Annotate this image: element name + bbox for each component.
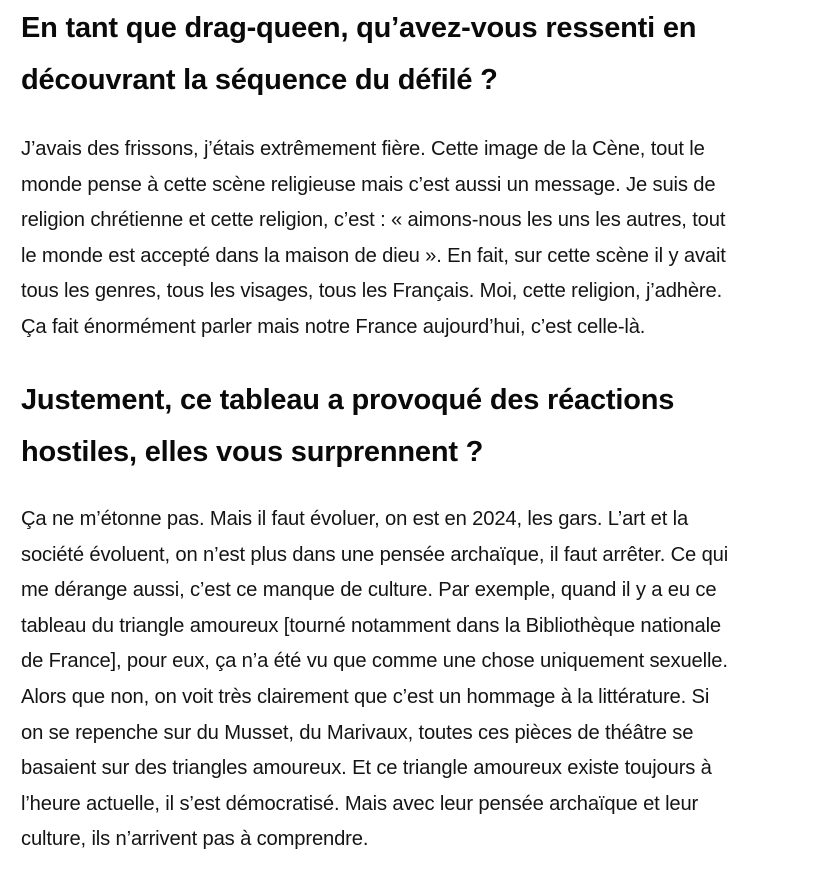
paragraph-line: de France], pour eux, ça n’a été vu que comme une chose uniquement sexuelle. <box>21 650 728 673</box>
paragraph-line: monde pense à cette scène religieuse mais c’est aussi un message. Je suis de <box>21 173 716 196</box>
paragraph-line: J’avais des frissons, j’étais extrêmement fière. Cette image de la Cène, tout le <box>21 138 705 160</box>
question-heading-2 <box>21 374 674 478</box>
paragraph-line: l’heure actuelle, il s’est démocratisé. Mais avec leur pensée archaïque et leur <box>21 792 699 815</box>
paragraph-line: tableau du triangle amoureux [tourné notamment dans la Bibliothèque nationale <box>21 614 721 637</box>
paragraph-line: on se repenche sur du Musset, du Marivaux, toutes ces pièces de théâtre se <box>21 721 694 744</box>
question-heading-1 <box>21 2 696 106</box>
heading-line: hostiles, elles vous surprennent ? <box>21 436 484 468</box>
paragraph-line: religion chrétienne et cette religion, c’est : « aimons-nous les uns les autres, tout <box>21 209 726 232</box>
paragraph-line: me dérange aussi, c’est ce manque de culture. Par exemple, quand il y a eu ce <box>21 579 717 602</box>
paragraph-line: tous les genres, tous les visages, tous les Français. Moi, cette religion, j’adhère. <box>21 280 723 303</box>
answer-paragraph-1 <box>21 132 726 346</box>
paragraph-line: société évoluent, on n’est plus dans une pensée archaïque, il faut arrêter. Ce qui <box>21 543 729 566</box>
answer-paragraph-2 <box>21 502 728 858</box>
paragraph-line: basaient sur des triangles amoureux. Et ce triangle amoureux existe toujours à <box>21 757 712 780</box>
heading-line: En tant que drag-queen, qu’avez-vous ressenti en <box>21 12 697 44</box>
heading-line: découvrant la séquence du défilé ? <box>21 64 498 96</box>
paragraph-line: Alors que non, on voit très clairement que c’est un hommage à la littérature. Si <box>21 685 710 708</box>
paragraph-line: le monde est accepté dans la maison de dieu ». En fait, sur cette scène il y avait <box>21 244 726 267</box>
paragraph-line: Ça fait énormément parler mais notre France aujourd’hui, c’est celle-là. <box>21 315 646 338</box>
paragraph-line: Ça ne m’étonne pas. Mais il faut évoluer, on est en 2024, les gars. L’art et la <box>21 508 689 530</box>
heading-line: Justement, ce tableau a provoqué des réactions <box>21 384 675 416</box>
paragraph-line: culture, ils n’arrivent pas à comprendre. <box>21 828 369 851</box>
